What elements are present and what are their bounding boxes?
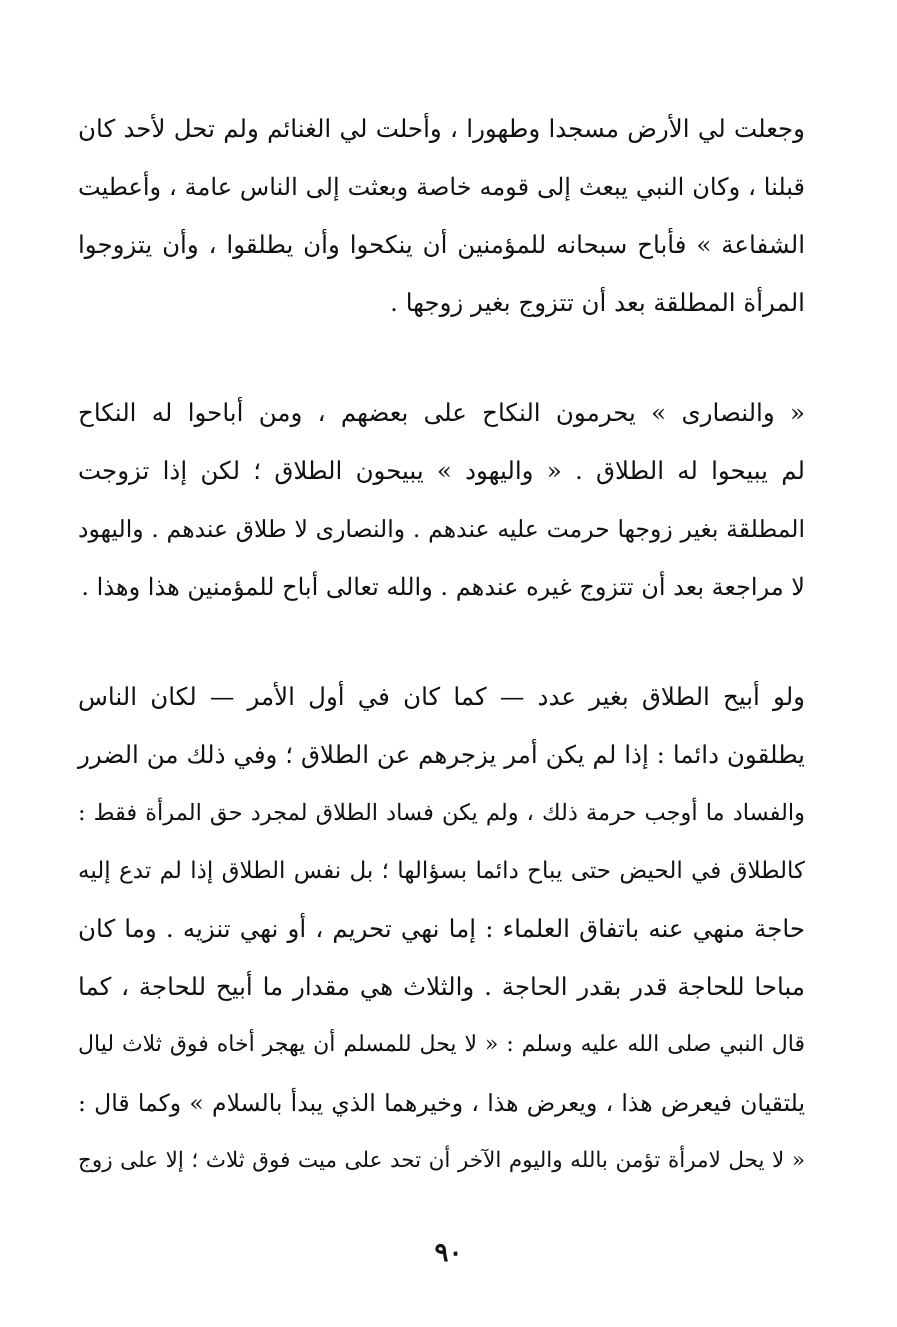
text-line: كالطلاق في الحيض حتى يباح دائما بسؤالها ؛ بل نفس الطلاق إذا لم تدع إليه [78,858,805,884]
text-line: يطلقون دائما : إذا لم يكن أمر يزجرهم عن الطلاق ؛ وفي ذلك من الضرر [78,740,805,769]
paragraph-2 [78,384,805,616]
text-line: المرأة المطلقة بعد أن تتزوج بغير زوجها . [390,288,805,317]
paragraph-3 [78,668,805,1190]
text-line: قبلنا ، وكان النبي يبعث إلى قومه خاصة وبعثت إلى الناس عامة ، وأعطيت [78,173,805,201]
text-line: لا مراجعة بعد أن تتزوج غيره عندهم . والله تعالى أباح للمؤمنين هذا وهذا . [81,573,805,601]
text-line: المطلقة بغير زوجها حرمت عليه عندهم . والنصارى لا طلاق عندهم . واليهود [78,515,805,543]
text-line: الشفاعة » فأباح سبحانه للمؤمنين أن ينكحوا وأن يطلقوا ، وأن يتزوجوا [78,230,805,259]
text-line: مباحا للحاجة قدر بقدر الحاجة . والثلاث هي مقدار ما أبيح للحاجة ، كما [78,972,805,1001]
paragraph-1 [78,100,805,332]
text-line: لم يبيحوا له الطلاق . « واليهود » يبيحون الطلاق ؛ لكن إذا تزوجت [78,456,805,485]
text-line: قال النبي صلى الله عليه وسلم : « لا يحل للمسلم أن يهجر أخاه فوق ثلاث ليال [78,1032,805,1057]
page-body [78,100,805,1190]
text-line: « لا يحل لامرأة تؤمن بالله واليوم الآخر أن تحد على ميت فوق ثلاث ؛ إلا على زوج [78,1148,805,1173]
text-line: حاجة منهي عنه باتفاق العلماء : إما نهي تحريم ، أو نهي تنزيه . وما كان [78,914,805,943]
text-line: ولو أبيح الطلاق بغير عدد — كما كان في أول الأمر — لكان الناس [78,682,805,711]
text-line: يلتقيان فيعرض هذا ، ويعرض هذا ، وخيرهما الذي يبدأ بالسلام » وكما قال : [78,1089,805,1117]
text-line: والفساد ما أوجب حرمة ذلك ، ولم يكن فساد الطلاق لمجرد حق المرأة فقط : [78,800,805,826]
page-number: ٩٠ [434,1238,463,1268]
text-line: « والنصارى » يحرمون النكاح على بعضهم ، ومن أباحوا له النكاح [78,398,805,427]
text-line: وجعلت لي الأرض مسجدا وطهورا ، وأحلت لي الغنائم ولم تحل لأحد كان [78,114,805,143]
